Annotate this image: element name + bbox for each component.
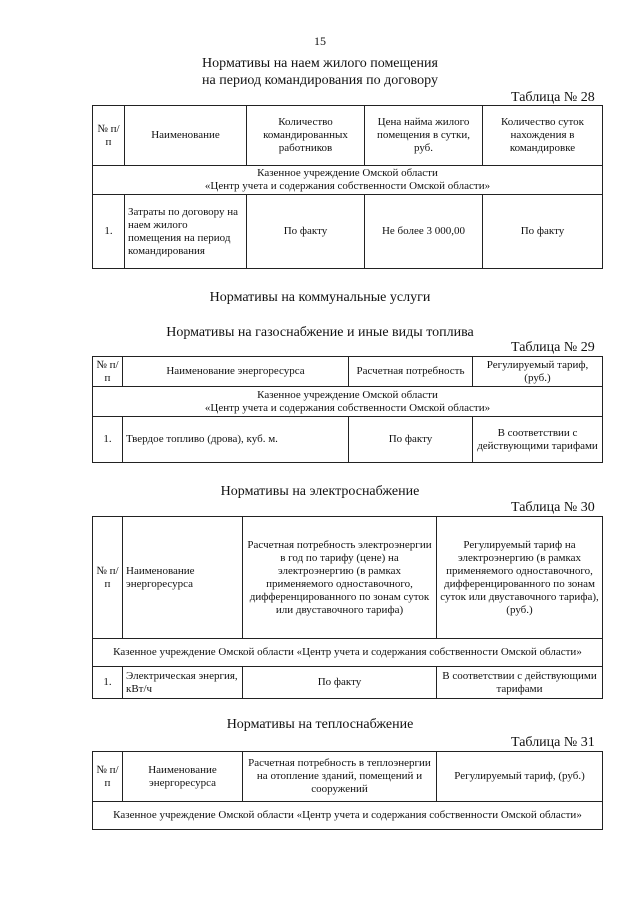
table-30 bbox=[92, 516, 603, 699]
header-cell: Расчетная потребность в теплоэнергии на отопление зданий, помещений и сооружений bbox=[243, 752, 437, 802]
org-line1: Казенное учреждение Омской области bbox=[257, 167, 438, 179]
org-line2: «Центр учета и содержания собственности Омской области» bbox=[204, 180, 491, 192]
table-28 bbox=[92, 105, 603, 269]
row-number: 1. bbox=[93, 667, 123, 699]
page-number: 15 bbox=[314, 34, 326, 48]
header-cell: № п/п bbox=[93, 752, 123, 802]
table-29 bbox=[92, 356, 603, 463]
header-cell: Количество командированных работников bbox=[247, 106, 365, 166]
header-cell: Цена найма жилого помещения в сутки, руб. bbox=[365, 106, 483, 166]
table-header-row bbox=[93, 106, 603, 166]
row-price: Не более 3 000,00 bbox=[365, 195, 483, 269]
table-header-row bbox=[93, 357, 603, 387]
row-tariff: В соответствии с действующими тарифами bbox=[473, 417, 603, 463]
header-cell: Расчетная потребность электроэнергии в год по тарифу (цене) на электроэнергию (в рамках применяемого одноставочного, дифференцированного по зонам суток или двуставочного тарифа) bbox=[243, 517, 437, 639]
org-row bbox=[93, 166, 603, 195]
org-row bbox=[93, 802, 603, 830]
row-name: Затраты по договору на наем жилого помещения на период командирования bbox=[125, 195, 247, 269]
row-tariff: В соответствии с действующими тарифами bbox=[437, 667, 603, 699]
header-cell: Количество суток нахождения в командировке bbox=[483, 106, 603, 166]
table29-label: Таблица № 29 bbox=[511, 340, 595, 355]
header-cell: Регулируемый тариф, (руб.) bbox=[437, 752, 603, 802]
row-days: По факту bbox=[483, 195, 603, 269]
org-cell bbox=[93, 166, 603, 195]
table-row bbox=[93, 417, 603, 463]
org-line2: «Центр учета и содержания собственности Омской области» bbox=[204, 401, 491, 414]
table-31 bbox=[92, 751, 603, 830]
utilities-title: Нормативы на коммунальные услуги bbox=[209, 290, 431, 305]
header-cell: Регулируемый тариф на электроэнергию (в рамках применяемого одноставочного, дифференцированного по зонам суток или двуставочного тарифа), (руб.) bbox=[437, 517, 603, 639]
org-row bbox=[93, 639, 603, 667]
table-row bbox=[93, 195, 603, 269]
header-cell: Наименование энергоресурса bbox=[123, 357, 349, 387]
header-cell: Наименование bbox=[125, 106, 247, 166]
section3-title: Нормативы на электроснабжение bbox=[220, 484, 420, 499]
header-cell: Регулируемый тариф, (руб.) bbox=[473, 357, 603, 387]
table-row bbox=[93, 667, 603, 699]
header-cell: № п/п bbox=[93, 517, 123, 639]
header-cell: № п/п bbox=[93, 106, 125, 166]
row-name: Твердое топливо (дрова), куб. м. bbox=[123, 417, 349, 463]
row-number: 1. bbox=[93, 195, 125, 269]
section1-title-line2: на период командирования по договору bbox=[202, 73, 438, 88]
org-row bbox=[93, 387, 603, 417]
org-cell bbox=[93, 387, 603, 417]
org-line1: Казенное учреждение Омской области bbox=[257, 388, 438, 401]
table30-label: Таблица № 30 bbox=[511, 500, 595, 515]
row-demand: По факту bbox=[349, 417, 473, 463]
table28-label: Таблица № 28 bbox=[511, 90, 595, 105]
org-cell: Казенное учреждение Омской области «Центр учета и содержания собственности Омской области» bbox=[93, 639, 603, 667]
table-header-row bbox=[93, 517, 603, 639]
table-header-row bbox=[93, 752, 603, 802]
section2-title: Нормативы на газоснабжение и иные виды топлива bbox=[166, 325, 474, 340]
header-cell: Расчетная потребность bbox=[349, 357, 473, 387]
table31-label: Таблица № 31 bbox=[511, 735, 595, 750]
row-number: 1. bbox=[93, 417, 123, 463]
row-name: Электрическая энергия, кВт/ч bbox=[123, 667, 243, 699]
header-cell: № п/п bbox=[93, 357, 123, 387]
row-workers: По факту bbox=[247, 195, 365, 269]
header-cell: Наименование энергоресурса bbox=[123, 517, 243, 639]
section4-title: Нормативы на теплоснабжение bbox=[226, 717, 414, 732]
section1-title-line1: Нормативы на наем жилого помещения bbox=[202, 56, 438, 71]
header-cell: Наименование энергоресурса bbox=[123, 752, 243, 802]
org-cell: Казенное учреждение Омской области «Центр учета и содержания собственности Омской области» bbox=[93, 802, 603, 830]
row-demand: По факту bbox=[243, 667, 437, 699]
